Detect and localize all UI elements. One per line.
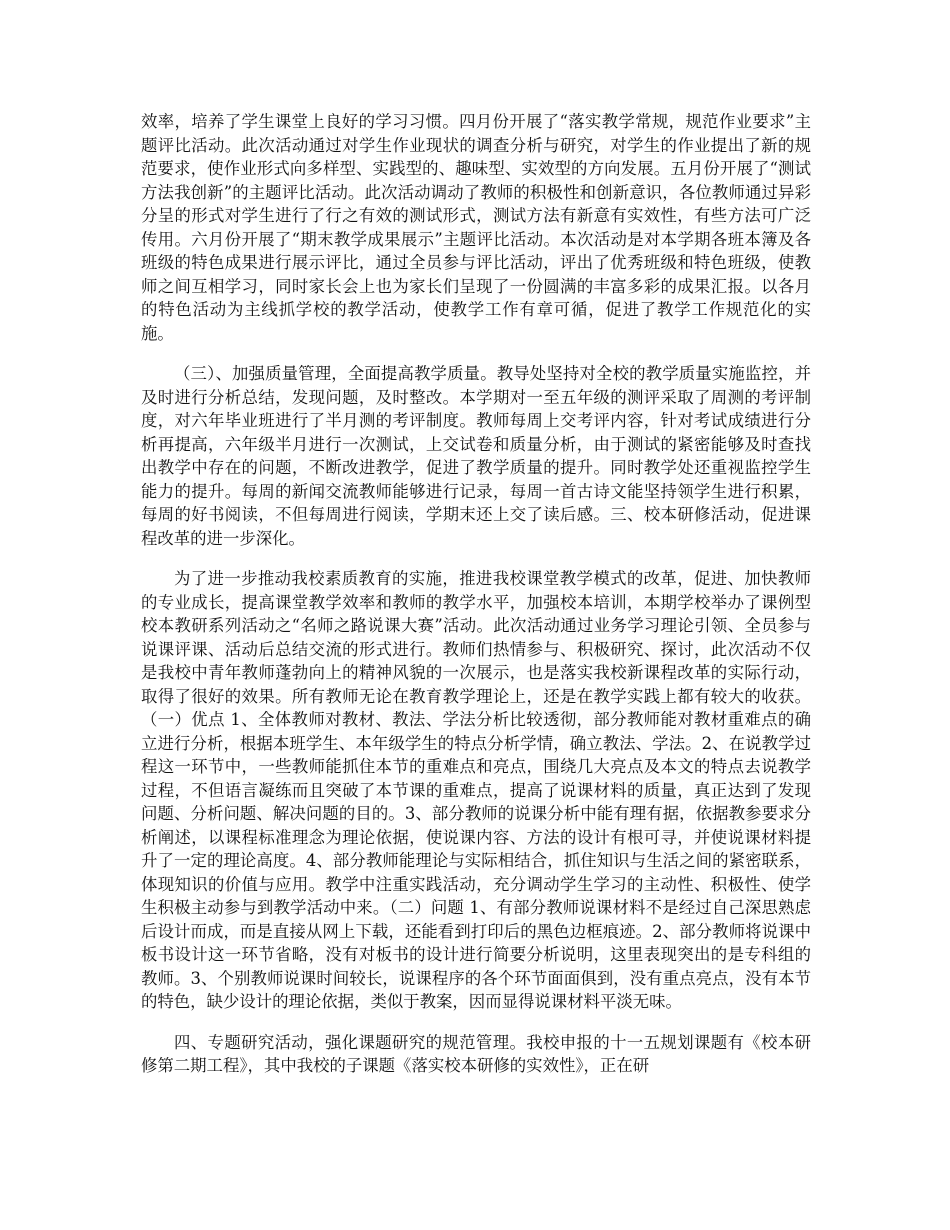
paragraph-school-research: 为了进一步推动我校素质教育的实施，推进我校课堂教学模式的改革，促进、加快教师的专业成长，提高课堂教学效率和教师的教学水平，加强校本培训，本期学校举办了课例型校本教研系列活动之“名师之路说课大赛”活动。此次活动通过业务学习理论引领、全员参与说课评课、活动后总结交流的形式进行。教师们热情参与、积极研究、探讨，此次活动不仅是我校中青年教师蓬勃向上的精神风貌的一次展示，也是落实我校新课程改革的实际行动，取得了很好的效果。所有教师无论在教育教学理论上，还是在教学实践上都有较大的收获。（一）优点 1、全体教师对教材、教法、学法分析比较透彻，部分教师能对教材重难点的确立进行分析，根据本班学生、本年级学生的特点分析学情，确立教法、学法。2、在说教学过程这一环节中，一些教师能抓住本节的重难点和亮点，围绕几大亮点及本文的特点去说教学过程，不但语言凝练而且突破了本节课的重难点，提高了说课材料的质量，真正达到了发现问题、分析问题、解决问题的目的。3、部分教师的说课分析中能有理有据，依据教参要求分析阐述，以课程标准理念为理论依据，使说课内容、方法的设计有根可寻，并使说课材料提升了一定的理论高度。4、部分教师能理论与实际相结合，抓住知识与生活之间的紧密联系，体现知识的价值与应用。教学中注重实践活动，充分调动学生学习的主动性、积极性、使学生积极主动参与到教学活动中来。（二）问题 1、有部分教师说课材料不是经过自己深思熟虑后设计而成，而是直接从网上下载，还能看到打印后的黑色边框痕迹。2、部分教师将说课中板书设计这一环节省略，没有对板书的设计进行简要分析说明，这里表现突出的是专科组的教师。3、个别教师说课时间较长，说课程序的各个环节面面俱到，没有重点亮点，没有本节的特色，缺少设计的理论依据，类似于教案，因而显得说课材料平淡无味。 <box>141 569 811 1011</box>
document-page <box>141 110 811 1095</box>
paragraph-quality-management: （三）、加强质量管理，全面提高教学质量。教导处坚持对全校的教学质量实施监控，并及时进行分析总结，发现问题，及时整改。本学期对一至五年级的测评采取了周测的考评制度，对六年毕业班进行了半月测的考评制度。教师每周上交考评内容，针对考试成绩进行分析再提高，六年级半月进行一次测试，上交试卷和质量分析，由于测试的紧密能够及时查找出教学中存在的问题，不断改进教学，促进了教学质量的提升。同时教学处还重视监控学生能力的提升。每周的新闻交流教师能够进行记录，每周一首古诗文能坚持领学生进行积累，每周的好书阅读，不但每周进行阅读，学期末还上交了读后感。三、校本研修活动，促进课程改革的进一步深化。 <box>141 364 811 548</box>
paragraph-activities: 效率，培养了学生课堂上良好的学习习惯。四月份开展了“落实教学常规，规范作业要求”主题评比活动。此次活动通过对学生作业现状的调查分析与研究，对学生的作业提出了新的规范要求，使作业形式向多样型、实践型的、趣味型、实效型的方向发展。五月份开展了“测试方法我创新”的主题评比活动。此次活动调动了教师的积极性和创新意识，各位教师通过异彩分呈的形式对学生进行了行之有效的测试形式，测试方法有新意有实效性，有些方法可广泛传用。六月份开展了“期末教学成果展示”主题评比活动。本次活动是对本学期各班本簿及各班级的特色成果进行展示评比，通过全员参与评比活动，评出了优秀班级和特色班级，使教师之间互相学习，同时家长会上也为家长们呈现了一份圆满的丰富多彩的成果汇报。以各月的特色活动为主线抓学校的教学活动，使教学工作有章可循，促进了教学工作规范化的实施。 <box>141 112 811 343</box>
paragraph-topic-research: 四、专题研究活动，强化课题研究的规范管理。我校申报的十一五规划课题有《校本研修第二期工程》，其中我校的子课题《落实校本研修的实效性》，正在研 <box>141 1032 811 1075</box>
